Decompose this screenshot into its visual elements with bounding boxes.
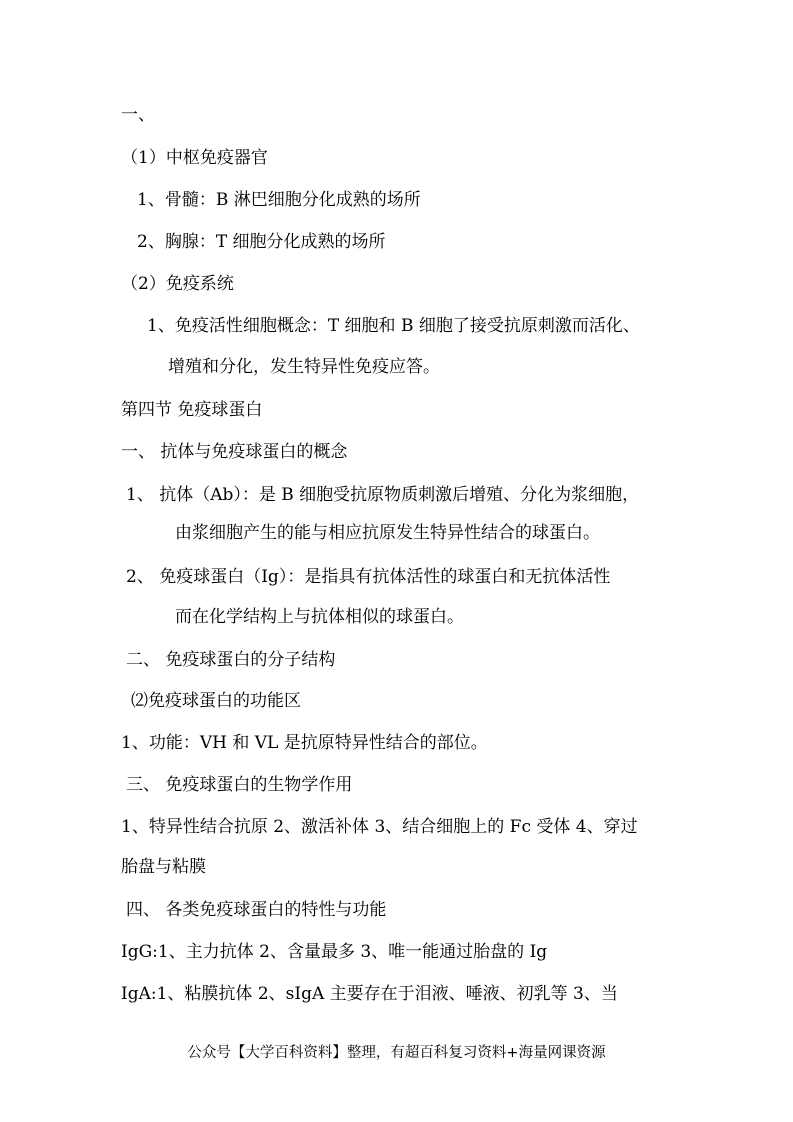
- text-line: 增殖和分化，发生特异性免疫应答。: [168, 357, 440, 377]
- text-line: 一、 抗体与免疫球蛋白的概念: [121, 442, 348, 462]
- text-line: 2、 免疫球蛋白（Ig）：是指具有抗体活性的球蛋白和无抗体活性: [126, 567, 611, 587]
- text-line: IgA:1、粘膜抗体 2、sIgA 主要存在于泪液、唾液、初乳等 3、当: [121, 984, 618, 1004]
- text-line: 1、功能：VH 和 VL 是抗原特异性结合的部位。: [121, 733, 488, 753]
- text-line: 由浆细胞产生的能与相应抗原发生特异性结合的球蛋白。: [175, 523, 600, 543]
- text-line: 一、: [121, 105, 155, 125]
- text-line: 1、骨髓：B 淋巴细胞分化成熟的场所: [137, 190, 421, 210]
- section-heading: 第四节 免疫球蛋白: [121, 400, 263, 420]
- text-line: 三、 免疫球蛋白的生物学作用: [126, 775, 353, 795]
- text-line: 四、 各类免疫球蛋白的特性与功能: [126, 900, 387, 920]
- text-line: （2）免疫系统: [121, 274, 234, 294]
- text-line: （1）中枢免疫器官: [121, 148, 268, 168]
- text-line: IgG:1、主力抗体 2、含量最多 3、唯一能通过胎盘的 Ig: [121, 942, 548, 962]
- page-footer: 公众号【大学百科资料】整理，有超百科复习资料+海量网课资源: [187, 1045, 606, 1061]
- text-line: 二、 免疫球蛋白的分子结构: [126, 650, 336, 670]
- text-line: 2、胸腺：T 细胞分化成熟的场所: [137, 232, 386, 252]
- text-line: 1、免疫活性细胞概念：T 细胞和 B 细胞了接受抗原刺激而活化、: [147, 316, 640, 336]
- text-line: 胎盘与粘膜: [121, 857, 206, 877]
- text-line: 而在化学结构上与抗体相似的球蛋白。: [175, 607, 464, 627]
- text-line: 1、 抗体（Ab）：是 B 细胞受抗原物质刺激后增殖、分化为浆细胞，: [126, 485, 640, 505]
- text-line: 1、特异性结合抗原 2、激活补体 3、结合细胞上的 Fc 受体 4、穿过: [121, 817, 638, 837]
- text-line: ⑵免疫球蛋白的功能区: [131, 691, 301, 711]
